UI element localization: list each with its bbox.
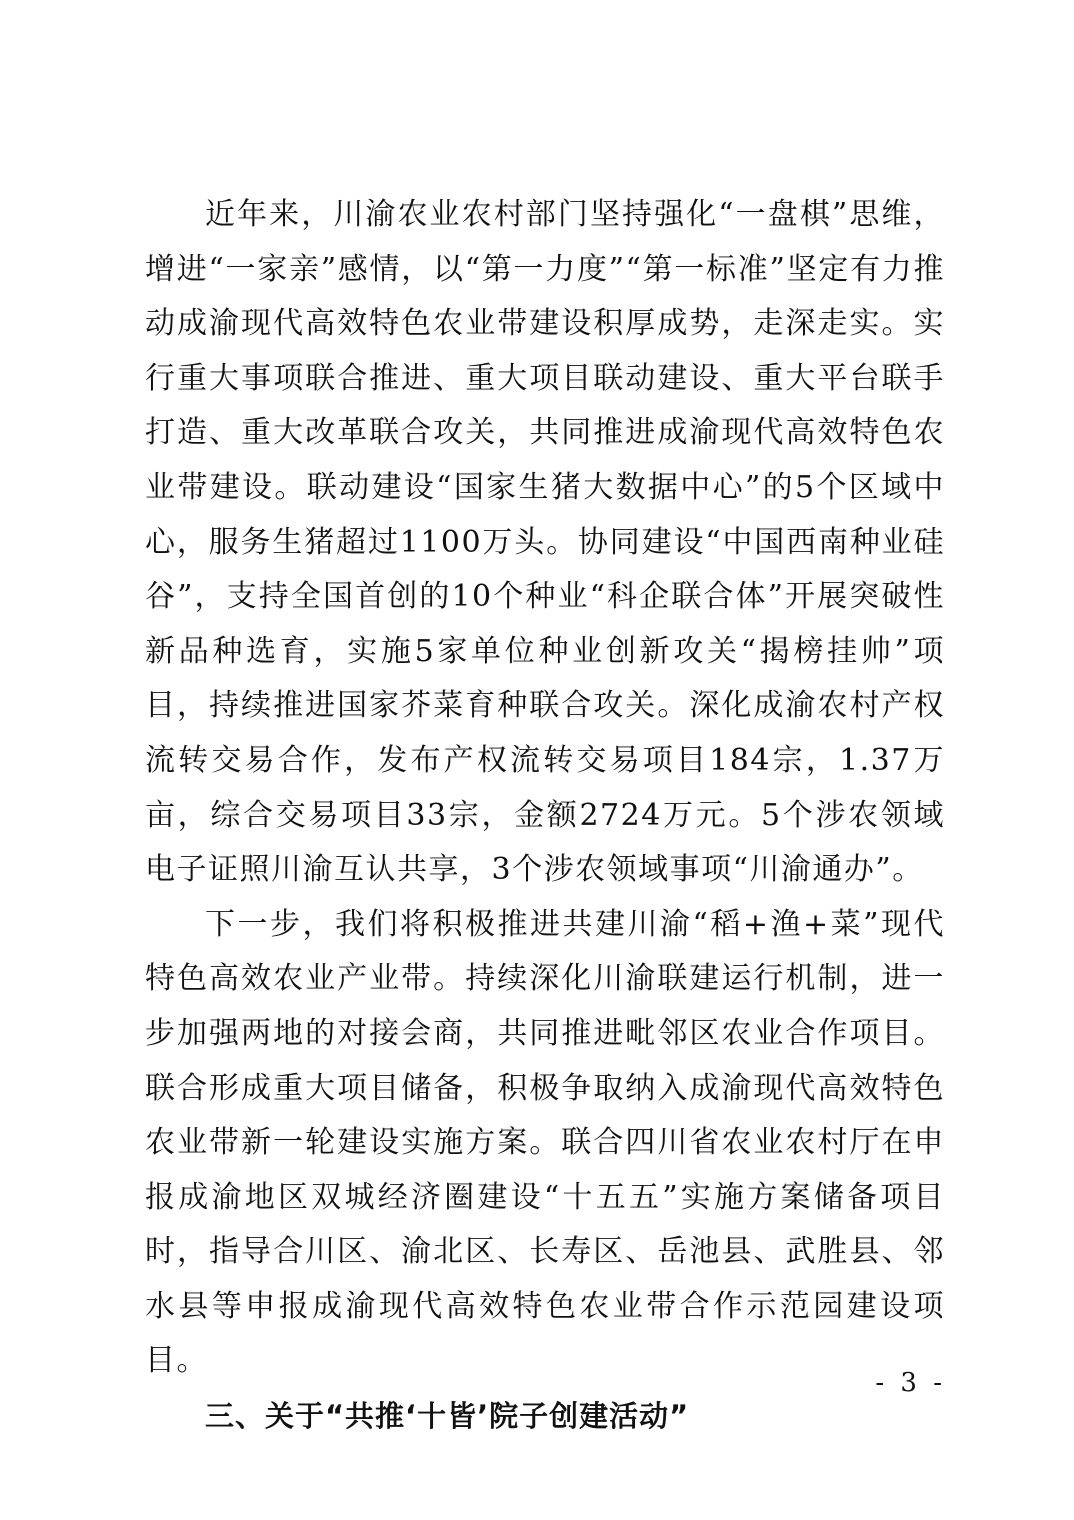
body-paragraph-1: 近年来，川渝农业农村部门坚持强化“一盘棋”思维，增进“一家亲”感情，以“第一力度”“第一标准”坚定有力推动成渝现代高效特色农业带建设积厚成势，走深走实。实行重大事项联合推进、重大项目联动建设、重大平台联手打造、重大改革联合攻关，共同推进成渝现代高效特色农业带建设。联动建设“国家生猪大数据中心”的5个区域中心，服务生猪超过1100万头。协同建设“中国西南种业硅谷”，支持全国首创的10个种业“科企联合体”开展突破性新品种选育，实施5家单位种业创新攻关“揭榜挂帅”项目，持续推进国家芥菜育种联合攻关。深化成渝农村产权流转交易合作，发布产权流转交易项目184宗，1.37万亩，综合交易项目33宗，金额2724万元。5个涉农领域电子证照川渝互认共享，3个涉农领域事项“川渝通办”。 (145, 197, 945, 888)
document-body (145, 188, 945, 1444)
section-heading: 三、关于“共推‘十皆’院子创建活动” (205, 1399, 690, 1434)
body-paragraph-2: 下一步，我们将积极推进共建川渝“稻+渔+菜”现代特色高效农业产业带。持续深化川渝联建运行机制，进一步加强两地的对接会商，共同推进毗邻区农业合作项目。联合形成重大项目储备，积极争取纳入成渝现代高效特色农业带新一轮建设实施方案。联合四川省农业农村厅在申报成渝地区双城经济圈建设“十五五”实施方案储备项目时，指导合川区、渝北区、长寿区、岳池县、武胜县、邻水县等申报成渝现代高效特色农业带合作示范园建设项目。 (145, 906, 945, 1379)
page-number: - 3 - (875, 1368, 946, 1398)
